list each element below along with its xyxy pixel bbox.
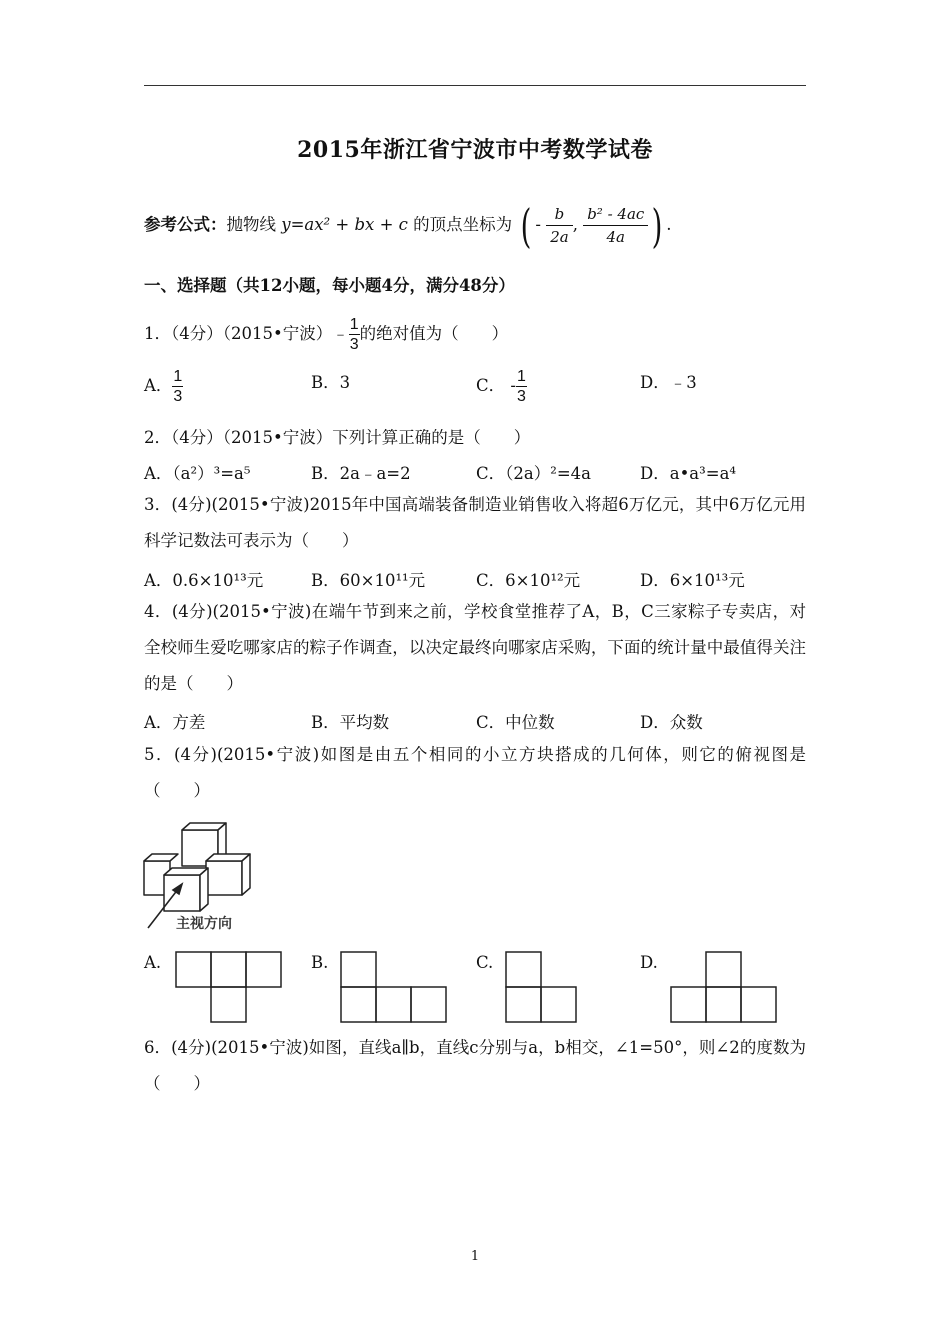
q1-stem-before: 1．（4分）（2015•宁波）﹣ <box>144 324 349 343</box>
q1-optc-num: 1 <box>516 368 526 385</box>
formula-label: 参考公式： <box>144 215 227 234</box>
section-heading: 一、选择题（共12小题，每小题4分，满分48分） <box>144 276 515 295</box>
q3-option-a: A．0.6×10¹³元 <box>144 571 264 590</box>
q5-option-d-figure <box>670 951 780 1023</box>
q2-option-a: A．（a²）³=a⁵ <box>144 464 251 483</box>
q2-option-b: B．2a﹣a=2 <box>311 464 411 483</box>
formula-left-paren: ( <box>520 198 532 253</box>
q2-option-c: C．（2a）²=4a <box>476 464 591 483</box>
formula-right-paren: ) <box>651 198 663 253</box>
formula-equation: =ax² + bx + c <box>290 215 408 234</box>
formula-comma: , <box>572 215 578 234</box>
formula-frac2-num: b² - 4ac <box>587 205 645 223</box>
q4-option-c: C．中位数 <box>476 713 555 732</box>
q1-frac-den: 3 <box>349 336 359 353</box>
q5-option-b-figure <box>340 951 450 1023</box>
q1-frac-num: 1 <box>349 316 359 333</box>
question-4: 4．(4分)(2015•宁波)在端午节到来之前，学校食堂推荐了A，B，C三家粽子专卖店，对全校师生爱吃哪家店的粽子作调查，以决定最终向哪家店采购，下面的统计量中最值得关注的是（ ） <box>144 602 806 693</box>
q4-option-b: B．平均数 <box>311 713 390 732</box>
q1-option-c <box>476 366 527 406</box>
formula-frac2 <box>583 203 648 248</box>
q1-optc-den: 3 <box>516 388 526 405</box>
formula-end: . <box>666 215 672 234</box>
q1-option-d: D．﹣3 <box>640 373 697 392</box>
q2-option-d: D．a•a³=a⁴ <box>640 464 737 483</box>
formula-frac1-num: b <box>554 205 565 223</box>
q5-option-a: A. <box>144 953 162 972</box>
q4-option-a: A．方差 <box>144 713 206 732</box>
formula-frac2-den: 4a <box>583 225 648 248</box>
q1-optc-fraction <box>516 367 527 406</box>
page-title: 2015年浙江省宁波市中考数学试卷 <box>297 137 653 163</box>
q1-stem-after: 的绝对值为（ ） <box>359 324 509 343</box>
q5-option-a-figure <box>175 951 285 1023</box>
q1-opta-den: 3 <box>173 388 183 405</box>
q1-option-a <box>144 366 183 406</box>
reference-formula <box>144 198 672 253</box>
formula-y: y <box>281 215 291 234</box>
question-1 <box>144 314 508 354</box>
q1-opta-num: 1 <box>173 368 183 385</box>
formula-frac1-den: 2a <box>546 225 573 248</box>
question-5: 5．(4分)(2015•宁波)如图是由五个相同的小立方块搭成的几何体，则它的俯视图是（ ） <box>144 745 806 800</box>
q1-opta-label: A． <box>144 376 173 395</box>
formula-text: 抛物线 <box>226 215 276 234</box>
q1-fraction <box>349 315 360 354</box>
q3-option-d: D．6×10¹³元 <box>640 571 745 590</box>
formula-frac1 <box>546 203 573 248</box>
question-2: 2．（4分）（2015•宁波）下列计算正确的是（ ） <box>144 428 531 447</box>
q3-option-b: B．60×10¹¹元 <box>311 571 426 590</box>
q4-option-d: D．众数 <box>640 713 703 732</box>
header-rule <box>144 85 806 86</box>
formula-neg: - <box>535 215 541 234</box>
q3-option-c: C．6×10¹²元 <box>476 571 581 590</box>
q5-figure-caption: 主视方向 <box>176 915 232 931</box>
q5-option-d: D. <box>640 953 658 972</box>
q1-optc-label: C． <box>476 376 506 395</box>
formula-vertex-text: 的顶点坐标为 <box>413 215 513 234</box>
q1-optc-neg: - <box>510 376 516 395</box>
q5-option-b: B. <box>311 953 329 972</box>
question-3: 3．(4分)(2015•宁波)2015年中国高端装备制造业销售收入将超6万亿元，其中6万亿元用科学记数法可表示为（ ） <box>144 495 806 550</box>
page-number: 1 <box>470 1249 480 1264</box>
q5-option-c: C. <box>476 953 494 972</box>
q1-opta-fraction <box>172 367 183 406</box>
question-6: 6．(4分)(2015•宁波)如图，直线a∥b，直线c分别与a，b相交，∠1=50°，则∠2的度数为（ ） <box>144 1038 806 1093</box>
q1-option-b: B．3 <box>311 373 351 392</box>
q5-option-c-figure <box>505 951 581 1023</box>
